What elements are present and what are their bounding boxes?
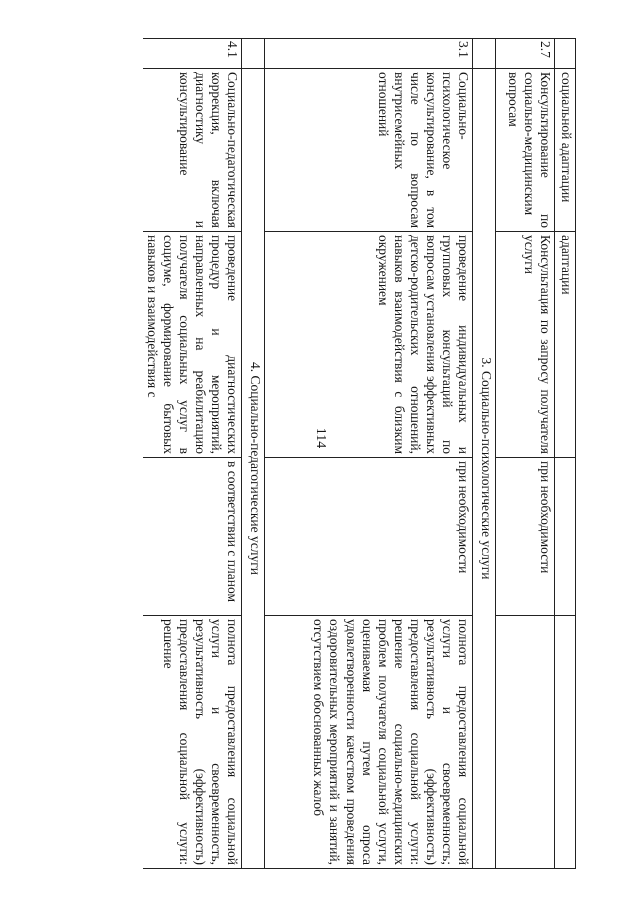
section-title: 3. Социально-психологические услуги — [473, 69, 496, 869]
table-row — [265, 39, 473, 869]
service-name: Консультирование по социально-медицинским вопросам — [496, 69, 555, 232]
page-number: 114 — [313, 427, 328, 449]
service-period: в соответствии с планом — [143, 458, 242, 616]
service-quality — [555, 616, 576, 869]
service-content: Консультация по запросу получателя услуги — [496, 232, 555, 458]
section-row — [242, 39, 265, 869]
service-period — [555, 458, 576, 616]
table-row — [555, 39, 576, 869]
row-number: 3.1 — [265, 39, 473, 69]
service-quality: полнота предоставления социальной услуги и своевременность; результативность (эффективность) предоставления социальной услуги: решение социально-медицинских проблем получателя социальной услуги, оцениваемая путем опроса удовлетворенности качеством проведения оздоровительных мероприятий и занятий, отсутствием обоснованных жалоб — [265, 616, 473, 869]
table-row — [496, 39, 555, 869]
service-content: адаптации — [555, 232, 576, 458]
table-row — [143, 39, 242, 869]
service-name: Социально-психологическое консультирование, в том числе по вопросам внутрисемейных отношений — [265, 69, 473, 232]
service-content: проведение индивидуальных и групповых консультаций по вопросам установления эффективных детско-родительских отношений, навыков взаимодействия с близким окружением — [265, 232, 473, 458]
service-content: проведение диагностических процедур и мероприятий, направленных на реабилитацию получателя социальных услуг в социуме, формирование бытовых навыков и взаимодействия с — [143, 232, 242, 458]
section-title: 4. Социально-педагогические услуги — [242, 69, 265, 869]
service-period: при необходимости — [265, 458, 473, 616]
row-number: 4.1 — [143, 39, 242, 69]
section-row — [473, 39, 496, 869]
row-number: 2.7 — [496, 39, 555, 69]
services-table — [143, 38, 576, 869]
service-quality: полнота предоставления социальной услуги и своевременность, результативность (эффективность) предоставления социальной услуги: решение — [143, 616, 242, 869]
service-name: социальной адаптации — [555, 69, 576, 232]
row-number — [555, 39, 576, 69]
service-name: Социально-педагогическая коррекция, включая диагностику и консультирование — [143, 69, 242, 232]
service-period: при необходимости — [496, 458, 555, 616]
service-quality — [496, 616, 555, 869]
section-empty-cell — [242, 39, 265, 69]
section-empty-cell — [473, 39, 496, 69]
